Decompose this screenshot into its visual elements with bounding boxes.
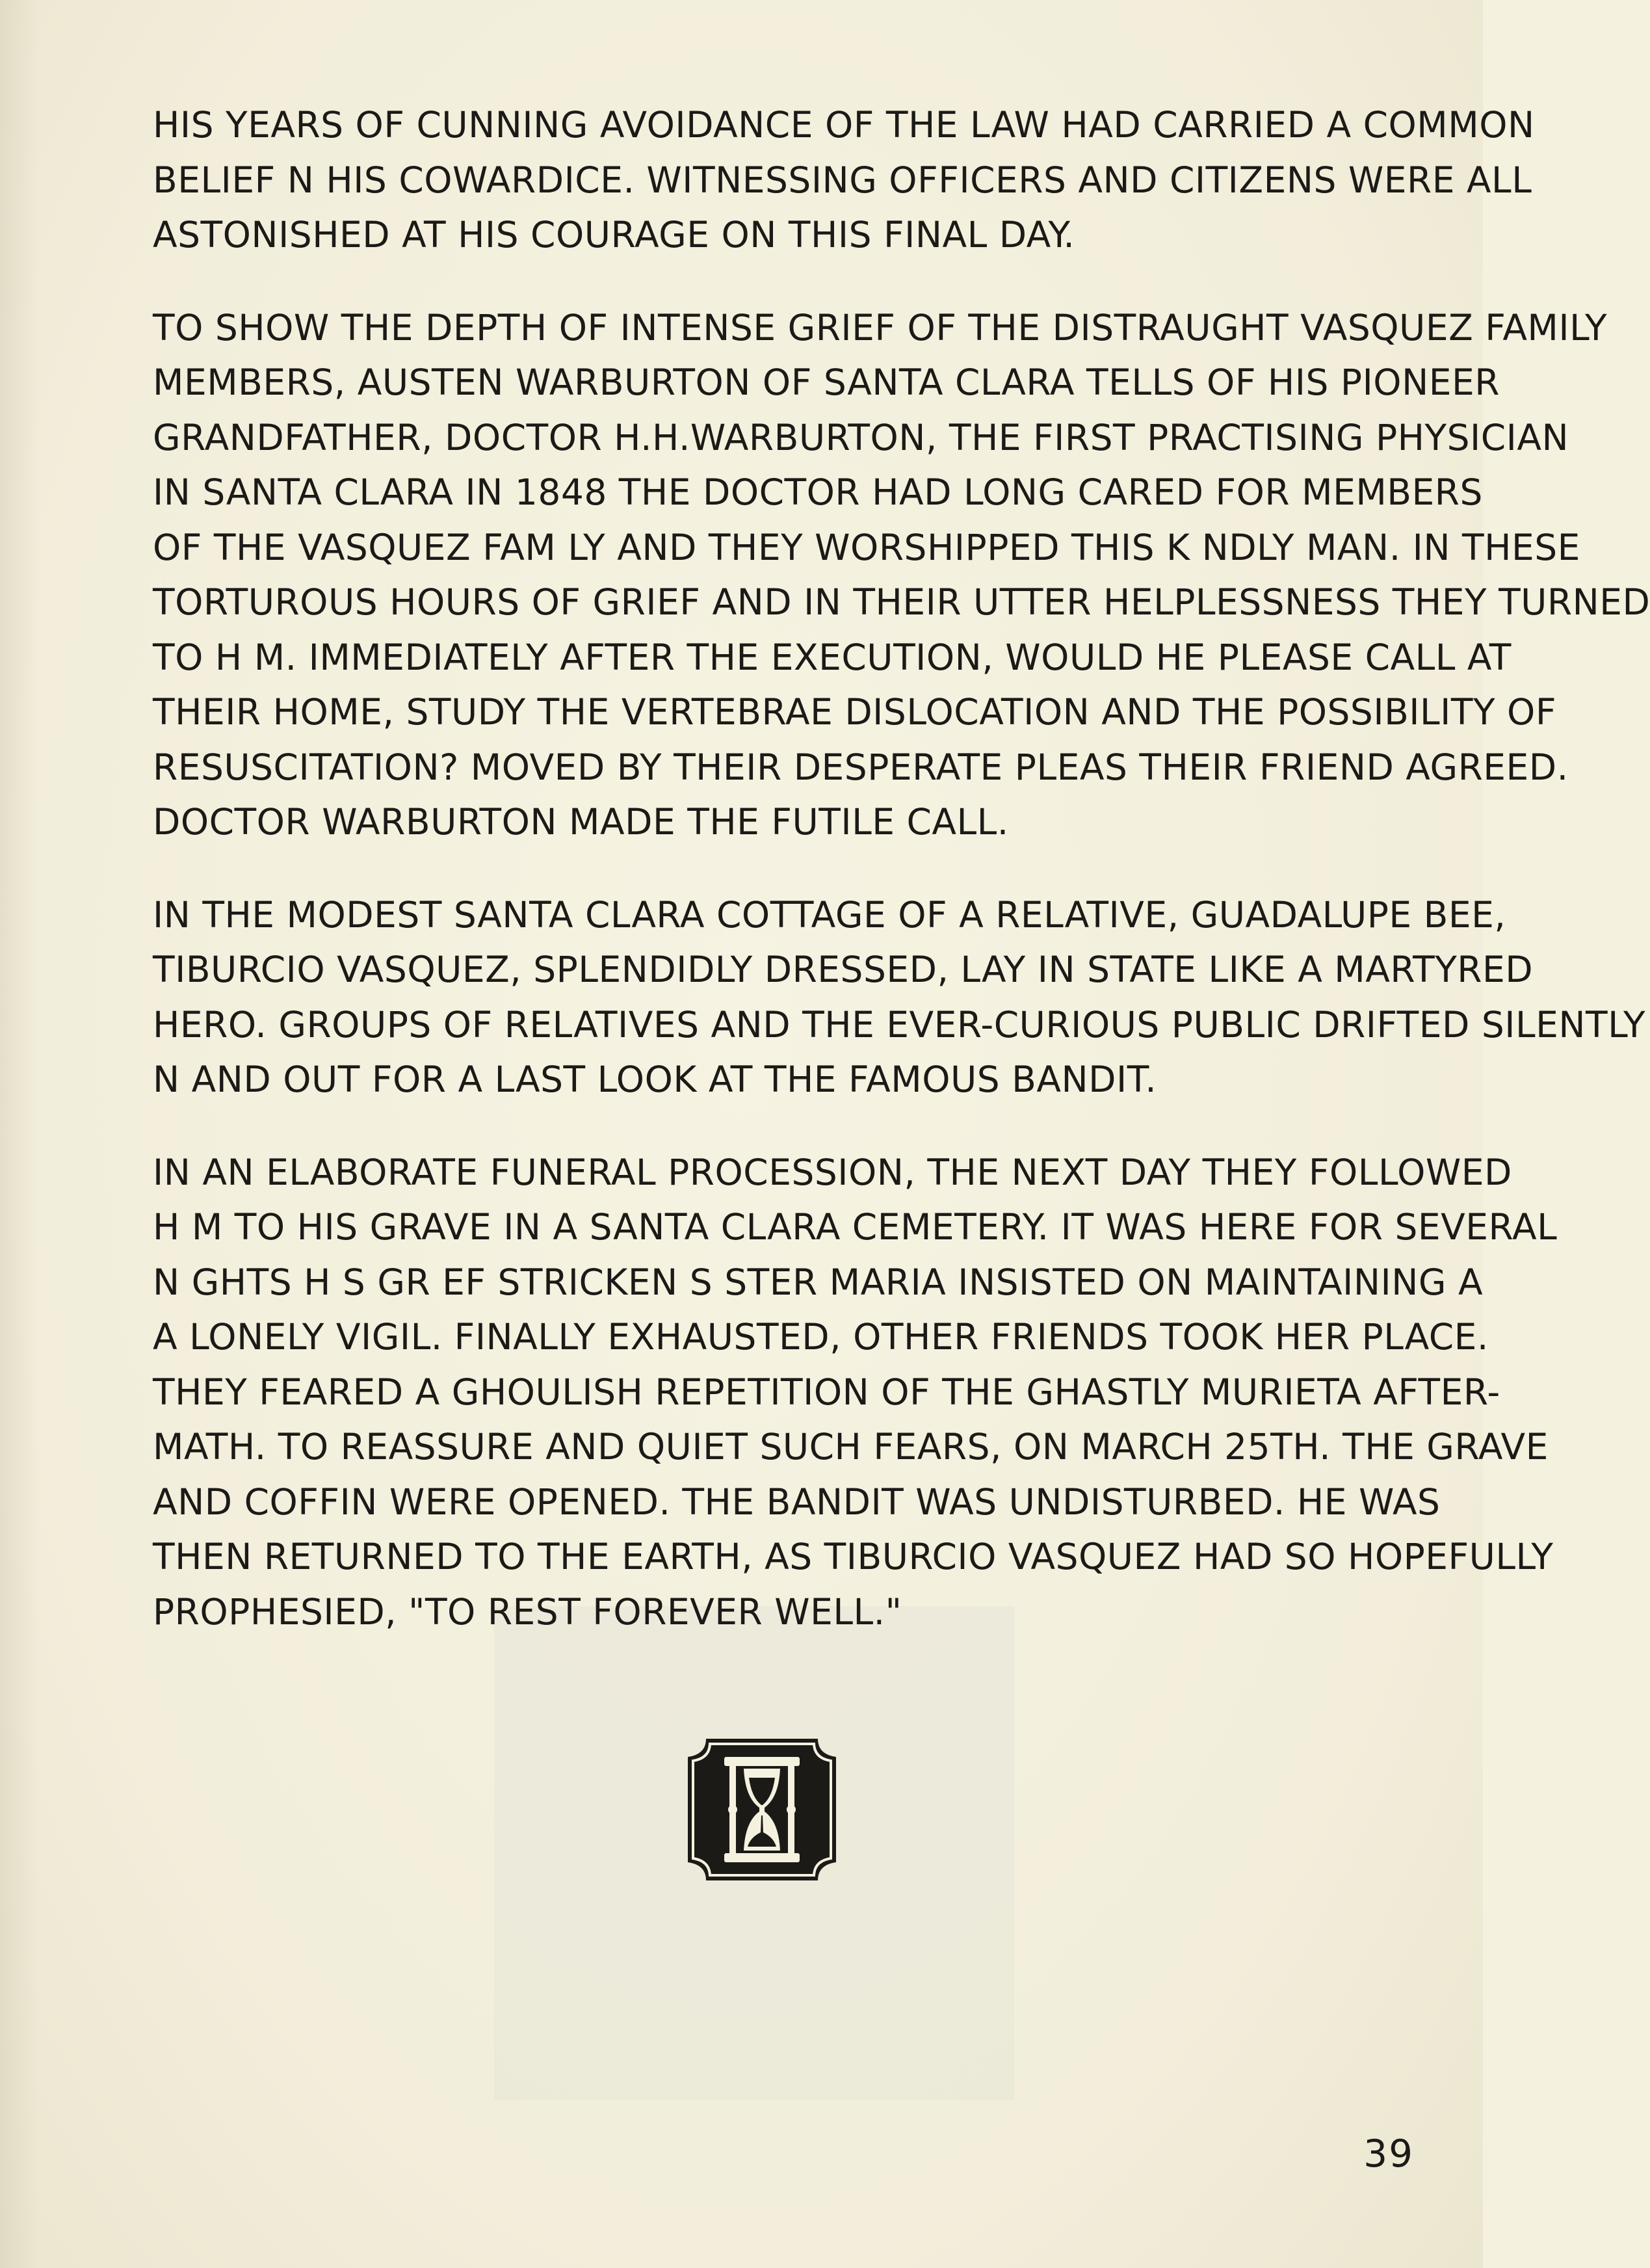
text-line: IN AN ELABORATE FUNERAL PROCESSION, THE NEXT DAY THEY FOLLOWED <box>153 1151 1512 1193</box>
text-line: DOCTOR WARBURTON MADE THE FUTILE CALL. <box>153 801 1009 843</box>
text-line: IN SANTA CLARA IN 1848 THE DOCTOR HAD LONG CARED FOR MEMBERS <box>153 471 1483 513</box>
text-line: HERO. GROUPS OF RELATIVES AND THE EVER-CURIOUS PUBLIC DRIFTED SILENTLY <box>153 1003 1646 1046</box>
paragraph-4 <box>153 1145 1558 1640</box>
text-line: PROPHESIED, "TO REST FOREVER WELL." <box>153 1590 902 1633</box>
binding-shadow <box>0 0 39 2268</box>
body-text <box>153 98 1650 1677</box>
text-line: RESUSCITATION? MOVED BY THEIR DESPERATE PLEAS THEIR FRIEND AGREED. <box>153 746 1569 788</box>
text-line: TIBURCIO VASQUEZ, SPLENDIDLY DRESSED, LAY IN STATE LIKE A MARTYRED <box>153 949 1534 990</box>
text-line: GRANDFATHER, DOCTOR H.H.WARBURTON, THE FIRST PRACTISING PHYSICIAN <box>153 416 1569 458</box>
text-line: BELIEF N HIS COWARDICE. WITNESSING OFFICERS AND CITIZENS WERE ALL <box>153 159 1532 201</box>
text-line: THEIR HOME, STUDY THE VERTEBRAE DISLOCATION AND THE POSSIBILITY OF <box>153 691 1556 733</box>
text-line: ASTONISHED AT HIS COURAGE ON THIS FINAL DAY. <box>153 214 1075 256</box>
text-line: H M TO HIS GRAVE IN A SANTA CLARA CEMETERY. IT WAS HERE FOR SEVERAL <box>153 1206 1558 1248</box>
text-line: TO H M. IMMEDIATELY AFTER THE EXECUTION, WOULD HE PLEASE CALL AT <box>153 636 1512 678</box>
text-line: N GHTS H S GR EF STRICKEN S STER MARIA INSISTED ON MAINTAINING A <box>153 1261 1484 1303</box>
text-line: MATH. TO REASSURE AND QUIET SUCH FEARS, ON MARCH 25TH. THE GRAVE <box>153 1426 1549 1468</box>
page-number: 39 <box>1363 2131 1414 2176</box>
text-line: HIS YEARS OF CUNNING AVOIDANCE OF THE LAW HAD CARRIED A COMMON <box>153 104 1535 146</box>
paragraph-2 <box>153 300 1650 850</box>
text-line: TORTUROUS HOURS OF GRIEF AND IN THEIR UTTER HELPLESSNESS THEY TURNED <box>153 581 1650 623</box>
text-line: AND COFFIN WERE OPENED. THE BANDIT WAS UNDISTURBED. HE WAS <box>153 1481 1441 1523</box>
text-line: THEY FEARED A GHOULISH REPETITION OF THE GHASTLY MURIETA AFTER- <box>153 1371 1500 1413</box>
text-line: IN THE MODEST SANTA CLARA COTTAGE OF A RELATIVE, GUADALUPE BEE, <box>153 893 1506 936</box>
hourglass-emblem-icon <box>684 1735 840 1884</box>
paragraph-3 <box>153 888 1646 1107</box>
text-line: A LONELY VIGIL. FINALLY EXHAUSTED, OTHER FRIENDS TOOK HER PLACE. <box>153 1316 1489 1358</box>
paragraph-1 <box>153 98 1535 263</box>
text-line: THEN RETURNED TO THE EARTH, AS TIBURCIO VASQUEZ HAD SO HOPEFULLY <box>153 1536 1554 1577</box>
text-line: MEMBERS, AUSTEN WARBURTON OF SANTA CLARA TELLS OF HIS PIONEER <box>153 362 1500 403</box>
text-line: N AND OUT FOR A LAST LOOK AT THE FAMOUS BANDIT. <box>153 1059 1157 1100</box>
text-line: TO SHOW THE DEPTH OF INTENSE GRIEF OF THE DISTRAUGHT VASQUEZ FAMILY <box>153 306 1608 349</box>
text-line: OF THE VASQUEZ FAM LY AND THEY WORSHIPPED THIS K NDLY MAN. IN THESE <box>153 526 1580 568</box>
